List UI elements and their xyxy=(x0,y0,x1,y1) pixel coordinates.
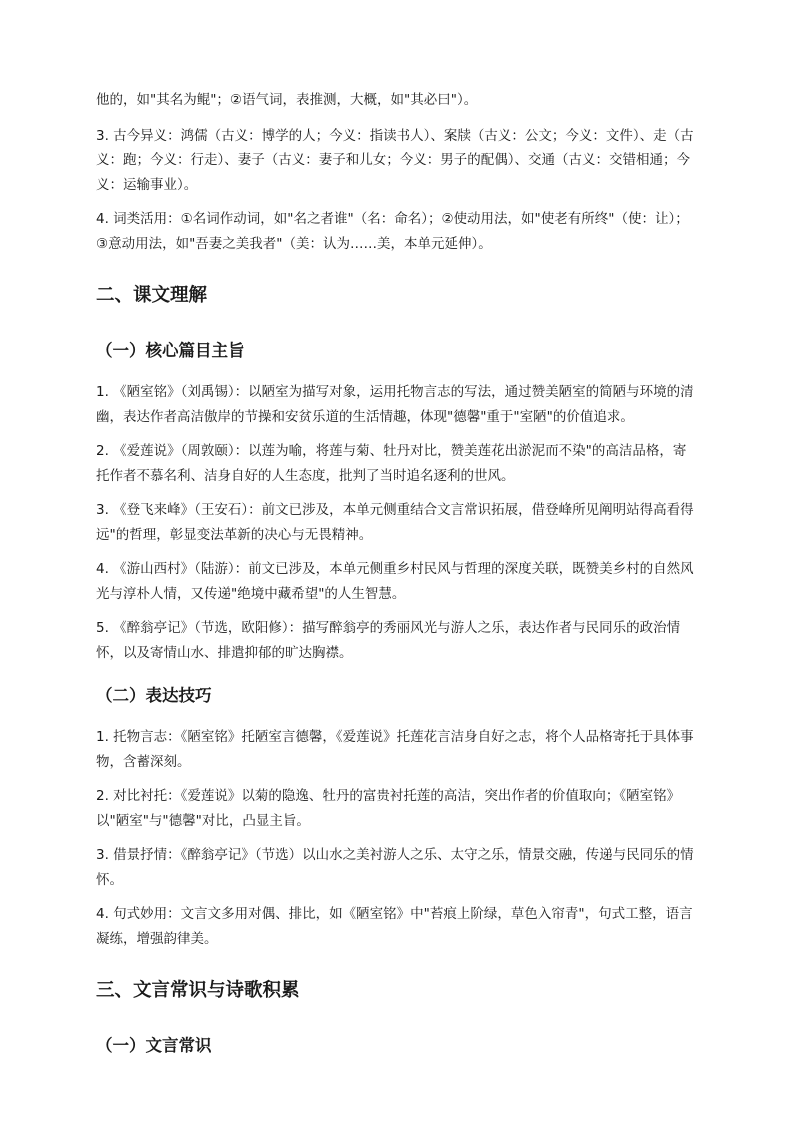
list-item: 2. 《爱莲说》（周敦颐）：以莲为喻，将莲与菊、牡丹对比，赞美莲花出淤泥而不染"的高洁品格，寄托作者不慕名利、洁身自好的人生态度，批判了当时追名逐利的世风。 xyxy=(96,443,687,484)
subheading-classical-knowledge: （一）文言常识 xyxy=(96,1036,212,1055)
list-item: 3. 《登飞来峰》（王安石）：前文已涉及，本单元侧重结合文言常识拓展，借登峰所见阐明站得高看得远"的哲理，彰显变法革新的决心与无畏精神。 xyxy=(96,502,694,543)
paragraph-word-class-conversion: 4. 词类活用：①名词作动词，如"名之者谁"（名：命名）；②使动用法，如"使老有所终"（使：让）；③意动用法，如"吾妻之美我者"（美：认为……美，本单元延伸）。 xyxy=(96,211,689,252)
paragraph-ancient-modern-meaning: 3. 古今异义：鸿儒（古义：博学的人；今义：指读书人）、案牍（古义：公文；今义：文件）、走（古义：跑；今义：行走）、妻子（古义：妻子和儿女；今义：男子的配偶）、交通（古义：交错相通；今义：运输事业）。 xyxy=(96,127,694,193)
list-item: 2. 对比衬托：《爱莲说》以菊的隐逸、牡丹的富贵衬托莲的高洁，突出作者的价值取向；《陋室铭》以"陋室"与"德馨"对比，凸显主旨。 xyxy=(96,788,681,829)
list-item: 1. 《陋室铭》（刘禹锡）：以陋室为描写对象，运用托物言志的写法，通过赞美陋室的简陋与环境的清幽，表达作者高洁傲岸的节操和安贫乐道的生活情趣，体现"德馨"重于"室陋"的价值追求。 xyxy=(96,384,694,425)
section-heading-text-understanding: 二、课文理解 xyxy=(96,285,208,306)
list-item: 1. 托物言志：《陋室铭》托陋室言德馨，《爱莲说》托莲花言洁身自好之志，将个人品格寄托于具体事物，含蓄深刻。 xyxy=(96,729,694,770)
subheading-expression-techniques: （二）表达技巧 xyxy=(96,686,212,705)
list-item: 3. 借景抒情：《醉翁亭记》（节选）以山水之美衬游人之乐、太守之乐，情景交融，传递与民同乐的情怀。 xyxy=(96,847,694,888)
subheading-core-themes: （一）核心篇目主旨 xyxy=(96,341,245,360)
list-item: 4. 句式妙用：文言文多用对偶、排比，如《陋室铭》中"苔痕上阶绿，草色入帘青"，句式工整，语言凝练，增强韵律美。 xyxy=(96,906,693,947)
list-item: 4. 《游山西村》（陆游）：前文已涉及，本单元侧重乡村民风与哲理的深度关联，既赞美乡村的自然风光与淳朴人情，又传递"绝境中藏希望"的人生智慧。 xyxy=(96,561,694,602)
list-item: 5. 《醉翁亭记》（节选，欧阳修）：描写醉翁亭的秀丽风光与游人之乐，表达作者与民同乐的政治情怀，以及寄情山水、排遣抑郁的旷达胸襟。 xyxy=(96,620,681,661)
paragraph-continued: 他的，如"其名为鲲"；②语气词，表推测，大概，如"其必曰"）。 xyxy=(96,92,478,108)
section-heading-classical-knowledge: 三、文言常识与诗歌积累 xyxy=(96,980,300,1001)
